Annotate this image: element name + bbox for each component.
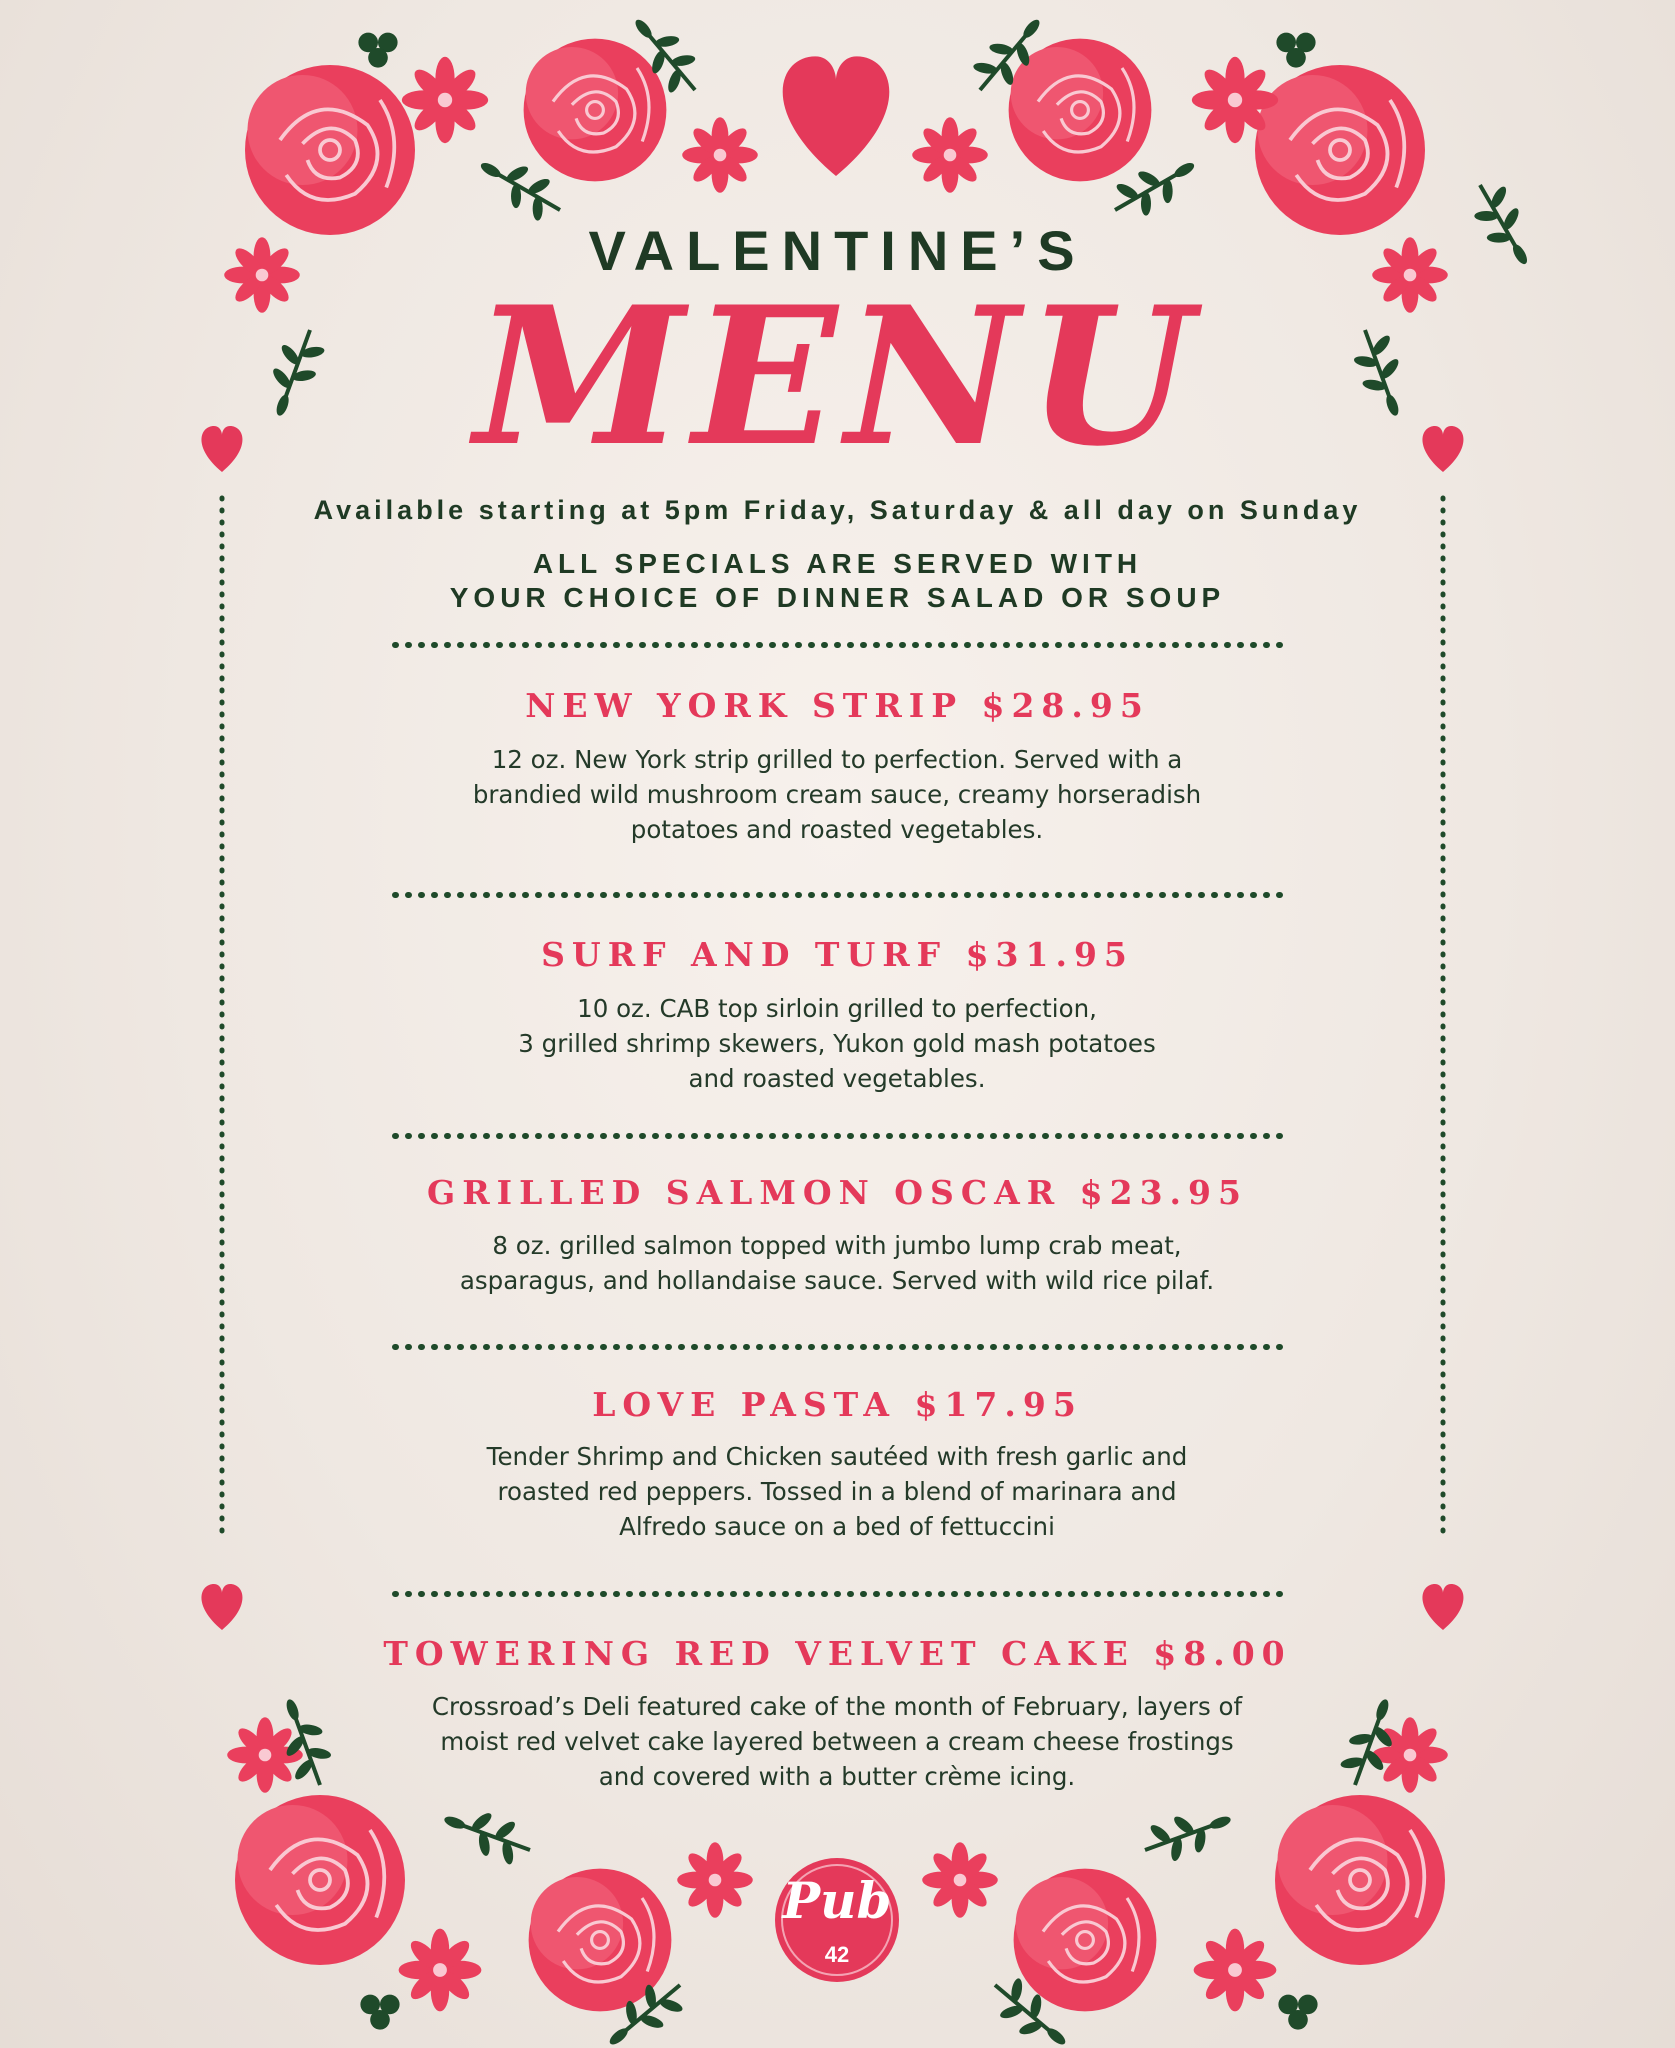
menu-item-description xyxy=(337,1439,1337,1544)
rose-icon xyxy=(235,1795,405,1965)
rose-icon xyxy=(1255,65,1425,235)
description-line: 12 oz. New York strip grilled to perfection. Served with a xyxy=(491,745,1183,774)
clover-icon xyxy=(1278,1995,1317,2030)
flower-icon xyxy=(1372,1717,1448,1793)
rose-icon xyxy=(1275,1795,1445,1965)
specials-line: YOUR CHOICE OF DINNER SALAD OR SOUP xyxy=(449,582,1226,613)
menu-item-title: NEW YORK STRIP $28.95 xyxy=(525,686,1150,725)
description-line: Crossroad’s Deli featured cake of the month of February, layers of xyxy=(431,1692,1243,1721)
flower-icon xyxy=(399,1929,482,2012)
heart-icon xyxy=(202,1584,243,1630)
description-line: asparagus, and hollandaise sauce. Served with wild rice pilaf. xyxy=(459,1266,1215,1295)
leaf-sprig-icon xyxy=(1137,1797,1238,1871)
menu-item-title: SURF AND TURF $31.95 xyxy=(541,935,1134,974)
flower-icon xyxy=(682,117,758,193)
menu-item-description xyxy=(337,1228,1337,1298)
rose-icon xyxy=(524,39,667,182)
menu-item-description xyxy=(337,742,1337,847)
pub-42-logo xyxy=(775,1858,899,1982)
menu-item-title: GRILLED SALMON OSCAR $23.95 xyxy=(427,1173,1248,1212)
header-eyebrow: VALENTINE’S xyxy=(588,219,1087,282)
rose-icon xyxy=(245,65,415,235)
flower-icon xyxy=(922,1842,998,1918)
heart-icon xyxy=(1423,1584,1464,1630)
clover-icon xyxy=(360,1995,399,2030)
specials-line: ALL SPECIALS ARE SERVED WITH xyxy=(532,548,1143,579)
description-line: and roasted vegetables. xyxy=(688,1064,986,1093)
description-line: Tender Shrimp and Chicken sautéed with fresh garlic and xyxy=(486,1442,1188,1471)
description-line: 10 oz. CAB top sirloin grilled to perfection, xyxy=(577,994,1097,1023)
menu-item-title: LOVE PASTA $17.95 xyxy=(592,1385,1083,1424)
menu-item-description xyxy=(337,991,1337,1096)
leaf-sprig-icon xyxy=(437,1797,538,1871)
flower-icon xyxy=(1194,1929,1277,2012)
description-line: brandied wild mushroom cream sauce, creamy horseradish xyxy=(472,780,1202,809)
description-line: 8 oz. grilled salmon topped with jumbo lump crab meat, xyxy=(492,1231,1182,1260)
specials-note xyxy=(0,547,1675,615)
clover-icon xyxy=(358,33,397,68)
clover-icon xyxy=(1276,33,1315,68)
menu-item-title: TOWERING RED VELVET CAKE $8.00 xyxy=(383,1634,1292,1673)
logo-name: Pub xyxy=(782,1871,892,1930)
description-line: roasted red peppers. Tossed in a blend of marinara and xyxy=(497,1477,1177,1506)
description-line: and covered with a butter crème icing. xyxy=(598,1762,1076,1791)
flower-icon xyxy=(677,1842,753,1918)
flower-icon xyxy=(912,117,988,193)
menu-item-description xyxy=(337,1689,1337,1794)
description-line: Alfredo sauce on a bed of fettuccini xyxy=(619,1512,1055,1541)
rose-icon xyxy=(1014,1869,1157,2012)
logo-number: 42 xyxy=(824,1942,850,1967)
description-line: potatoes and roasted vegetables. xyxy=(630,815,1044,844)
flower-icon xyxy=(402,57,488,143)
top-heart-icon xyxy=(783,56,890,176)
description-line: 3 grilled shrimp skewers, Yukon gold mash potatoes xyxy=(518,1029,1156,1058)
description-line: moist red velvet cake layered between a cream cheese frostings xyxy=(440,1727,1234,1756)
availability-text: Available starting at 5pm Friday, Saturday & all day on Sunday xyxy=(313,495,1362,525)
rose-icon xyxy=(1009,39,1152,182)
header-title: MENU xyxy=(474,265,1201,488)
